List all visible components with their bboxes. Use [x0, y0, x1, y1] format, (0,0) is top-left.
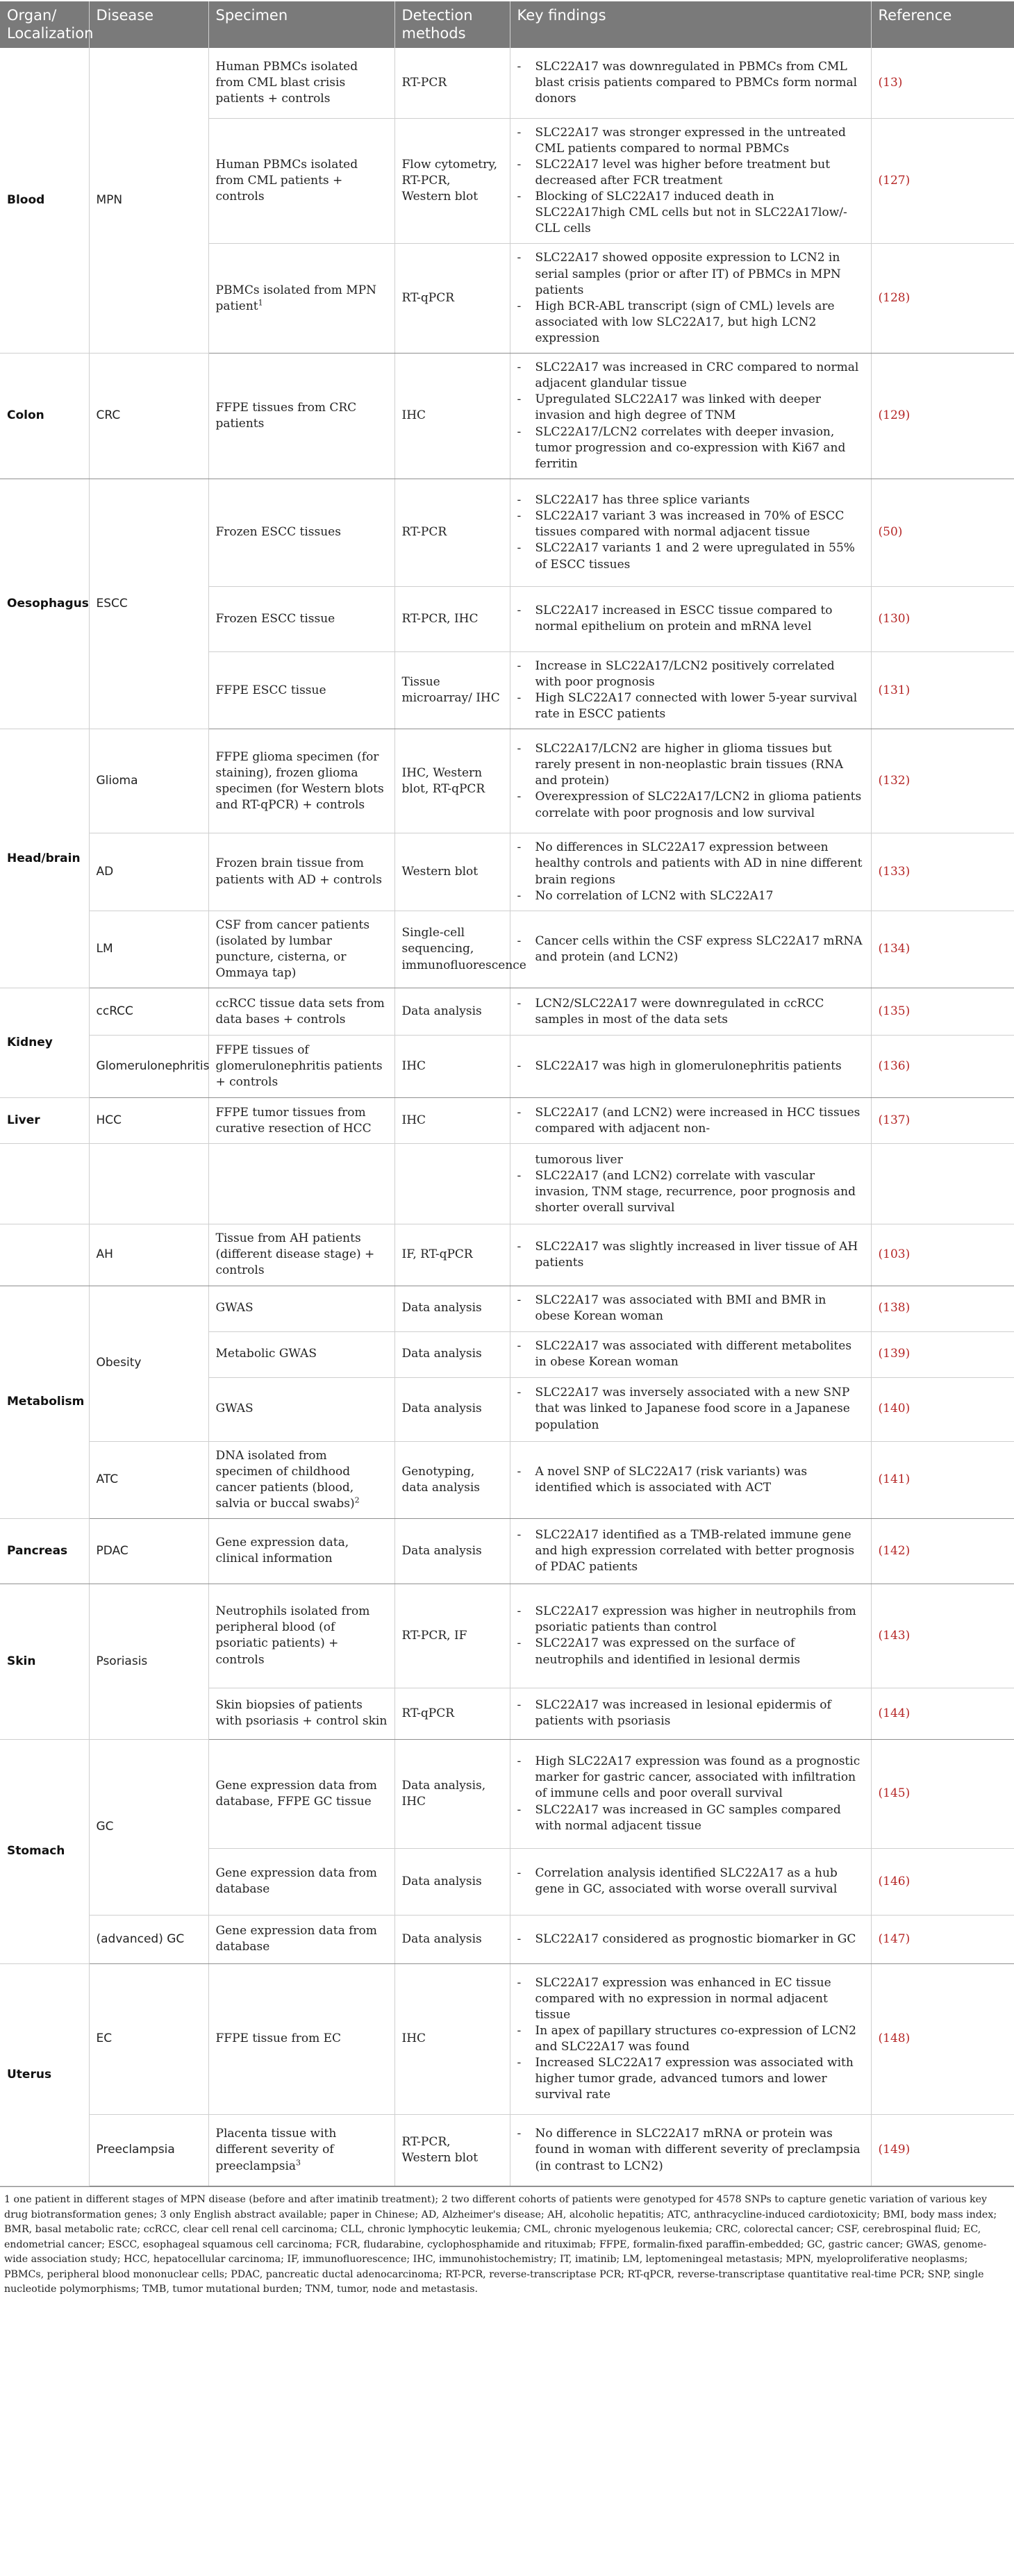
finding-text: No differences in SLC22A17 expression between healthy controls and patients with AD in nine different brain regions [535, 840, 863, 887]
dash-marker: - [517, 1059, 522, 1074]
findings-cell [510, 1963, 871, 2114]
specimen-cell: Gene expression data from database, FFPE GC tissue [208, 1739, 394, 1848]
dash-marker: - [517, 790, 522, 804]
reference-link[interactable]: (135) [871, 988, 1014, 1036]
organ-cell: Skin [0, 1584, 89, 1739]
finding-text: SLC22A17 was downregulated in PBMCs from CML blast crisis patients compared to PBMCs form normal donors [535, 59, 858, 106]
findings-cell [510, 1098, 871, 1144]
dash-marker: - [517, 933, 522, 948]
finding-text: Increased SLC22A17 expression was associated with higher tumor grade, advanced tumors and lower survival rate [535, 2056, 854, 2102]
specimen-cell: FFPE tissues of glomerulonephritis patients + controls [208, 1036, 394, 1098]
finding-text: In apex of papillary structures co-expression of LCN2 and SLC22A17 was found [535, 2023, 856, 2054]
specimen-cell: Frozen ESCC tissue [208, 586, 394, 651]
dash-marker: - [517, 2056, 522, 2070]
reference-link[interactable]: (13) [871, 48, 1014, 118]
dash-marker: - [517, 360, 522, 375]
finding-text: SLC22A17 was slightly increased in liver tissue of AH patients [535, 1239, 858, 1270]
reference-link[interactable]: (149) [871, 2114, 1014, 2186]
methods-cell: RT-qPCR [394, 244, 510, 354]
dash-marker: - [517, 424, 522, 439]
finding-item [517, 2055, 864, 2103]
header-organ: Organ/ Localization [0, 1, 89, 48]
finding-text: SLC22A17 was expressed on the surface of neutrophils and identified in lesional dermis [535, 1636, 801, 1667]
finding-item [517, 392, 864, 424]
finding-text: SLC22A17 was increased in lesional epidermis of patients with psoriasis [535, 1698, 831, 1729]
disease-cell: ATC [89, 1441, 208, 1518]
table-body [0, 48, 1014, 2186]
dash-marker: - [517, 59, 522, 74]
findings-cell [510, 1915, 871, 1963]
dash-marker: - [517, 1527, 522, 1542]
finding-item [517, 508, 864, 540]
finding-item [517, 360, 864, 392]
table-row [0, 1739, 1014, 1848]
specimen-cell: DNA isolated from specimen of childhood cancer patients (blood, salvia or buccal swabs)$^2$ [208, 1441, 394, 1518]
findings-cell [510, 911, 871, 988]
specimen-cell: Tissue from AH patients (different disease stage) + controls [208, 1224, 394, 1286]
specimen-cell: Gene expression data, clinical information [208, 1518, 394, 1584]
dash-marker: - [517, 299, 522, 313]
organ-cell: Blood [0, 48, 89, 353]
finding-item [517, 1604, 864, 1636]
disease-cell: ccRCC [89, 988, 208, 1036]
methods-cell: Data analysis [394, 1915, 510, 1963]
header-disease: Disease [89, 1, 208, 48]
finding-text: A novel SNP of SLC22A17 (risk variants) was identified which is associated with ACT [535, 1464, 808, 1495]
specimen-cell: GWAS [208, 1286, 394, 1331]
reference-link[interactable]: (131) [871, 651, 1014, 729]
disease-cell: Glioma [89, 729, 208, 833]
specimen-cell: FFPE tissues from CRC patients [208, 354, 394, 479]
specimen-cell: Gene expression data from database [208, 1848, 394, 1915]
finding-text: SLC22A17 level was higher before treatment but decreased after FCR treatment [535, 157, 831, 188]
finding-text: SLC22A17 was increased in CRC compared to normal adjacent glandular tissue [535, 360, 859, 391]
methods-cell: Tissue microarray/ IHC [394, 651, 510, 729]
findings-table [0, 1, 1014, 2186]
disease-cell: Psoriasis [89, 1584, 208, 1739]
dash-marker: - [517, 1464, 522, 1479]
finding-item [517, 933, 864, 965]
dash-marker: - [517, 1931, 522, 1946]
dash-marker: - [517, 1293, 522, 1307]
methods-cell: Flow cytometry, RT-PCR, Western blot [394, 118, 510, 244]
dash-marker: - [517, 2127, 522, 2141]
finding-text: Upregulated SLC22A17 was linked with deeper invasion and high degree of TNM [535, 392, 821, 423]
finding-text: SLC22A17 (and LCN2) correlate with vascular invasion, TNM stage, recurrence, poor prognosis and shorter overall survival [535, 1168, 856, 1215]
finding-text: SLC22A17 variant 3 was increased in 70% of ESCC tissues compared with normal adjacent tissue [535, 509, 845, 540]
dash-marker: - [517, 1239, 522, 1254]
findings-cell [510, 354, 871, 479]
finding-item [517, 1931, 864, 1947]
dash-marker: - [517, 1105, 522, 1120]
finding-text: Blocking of SLC22A17 induced death in SLC22A17high CML cells but not in SLC22A17low/- CLL cells [535, 190, 847, 236]
finding-item [517, 1239, 864, 1271]
methods-cell: RT-qPCR [394, 1688, 510, 1739]
methods-cell: IHC [394, 1036, 510, 1098]
organ-cell: Stomach [0, 1739, 89, 1963]
finding-item [517, 1338, 864, 1370]
reference-link[interactable]: (147) [871, 1915, 1014, 1963]
dash-marker: - [517, 840, 522, 855]
table-row [0, 1036, 1014, 1098]
methods-cell: Genotyping, data analysis [394, 1441, 510, 1518]
finding-text: SLC22A17 expression was enhanced in EC tissue compared with no expression in normal adjacent tissue [535, 1975, 831, 2022]
finding-text: SLC22A17 has three splice variants [535, 493, 750, 508]
organ-cell: Colon [0, 354, 89, 479]
disease-cell [89, 1144, 208, 1224]
finding-text: Overexpression of SLC22A17/LCN2 in glioma patients correlate with poor prognosis and low survival [535, 790, 862, 820]
methods-cell: Single-cell sequencing, immunofluorescence [394, 911, 510, 988]
specimen-cell: FFPE ESCC tissue [208, 651, 394, 729]
finding-item [517, 250, 864, 298]
dash-marker: - [517, 604, 522, 618]
dash-marker: - [517, 996, 522, 1011]
reference-link[interactable]: (139) [871, 1331, 1014, 1377]
finding-item [517, 1464, 864, 1496]
finding-item [517, 741, 864, 789]
finding-item [517, 1865, 864, 1897]
finding-text: SLC22A17 was associated with BMI and BMR in obese Korean woman [535, 1293, 826, 1324]
specimen-cell: GWAS [208, 1377, 394, 1441]
finding-item [517, 1527, 864, 1575]
findings-cell [510, 1224, 871, 1286]
table-row [0, 988, 1014, 1036]
specimen-cell: ccRCC tissue data sets from data bases + controls [208, 988, 394, 1036]
methods-cell: Data analysis [394, 1377, 510, 1441]
disease-cell: EC [89, 1963, 208, 2114]
finding-item [517, 540, 864, 572]
finding-text: No correlation of LCN2 with SLC22A17 [535, 888, 774, 903]
table-row [0, 48, 1014, 118]
findings-cell [510, 1739, 871, 1848]
dash-marker: - [517, 509, 522, 524]
methods-cell: Data analysis [394, 1331, 510, 1377]
dash-marker: - [517, 2023, 522, 2038]
methods-cell: RT-PCR [394, 479, 510, 586]
specimen-cell: FFPE tissue from EC [208, 1963, 394, 2114]
finding-item [517, 789, 864, 821]
reference-link[interactable]: (137) [871, 1098, 1014, 1144]
methods-cell: RT-PCR, Western blot [394, 2114, 510, 2186]
finding-item [517, 299, 864, 347]
findings-cell [510, 1441, 871, 1518]
dash-marker: - [517, 742, 522, 756]
specimen-cell: Human PBMCs isolated from CML patients + controls [208, 118, 394, 244]
methods-cell: RT-PCR, IHC [394, 586, 510, 651]
dash-marker: - [517, 888, 522, 903]
finding-item [517, 1168, 864, 1216]
dash-marker: - [517, 392, 522, 407]
disease-cell: AH [89, 1224, 208, 1286]
reference-link[interactable]: (134) [871, 911, 1014, 988]
disease-cell: Preeclampsia [89, 2114, 208, 2186]
findings-cell [510, 1518, 871, 1584]
finding-item [517, 888, 864, 904]
finding-text: SLC22A17 (and LCN2) were increased in HCC tissues compared with adjacent non- [535, 1105, 861, 1136]
finding-item [517, 996, 864, 1028]
finding-item [517, 1105, 864, 1137]
findings-cell [510, 988, 871, 1036]
finding-text: SLC22A17 showed opposite expression to LCN2 in serial samples (prior or after IT) of PBMCs in MPN patients [535, 251, 841, 297]
methods-cell [394, 1144, 510, 1224]
dash-marker: - [517, 125, 522, 140]
finding-item [517, 189, 864, 237]
finding-text: SLC22A17 was high in glomerulonephritis patients [535, 1059, 842, 1074]
methods-cell: IHC [394, 1098, 510, 1144]
finding-item [517, 690, 864, 722]
finding-item [517, 125, 864, 157]
findings-cell [510, 2114, 871, 2186]
reference-link[interactable]: (132) [871, 729, 1014, 833]
finding-item: tumorous liver [535, 1152, 623, 1167]
dash-marker: - [517, 541, 522, 556]
table-row [0, 1144, 1014, 1224]
dash-marker: - [517, 1975, 522, 1990]
header-reference: Reference [871, 1, 1014, 48]
finding-text: Increase in SLC22A17/LCN2 positively correlated with poor prognosis [535, 658, 835, 690]
disease-cell: AD [89, 833, 208, 911]
reference-link[interactable]: (141) [871, 1441, 1014, 1518]
findings-cell [510, 833, 871, 911]
finding-text: SLC22A17/LCN2 correlates with deeper invasion, tumor progression and co-expression with Ki67 and ferritin [535, 424, 846, 471]
dash-marker: - [517, 251, 522, 265]
table-row [0, 1224, 1014, 1286]
reference-link[interactable]: (148) [871, 1963, 1014, 2114]
organ-cell: Oesophagus [0, 479, 89, 729]
dash-marker: - [517, 1386, 522, 1400]
table-row [0, 1584, 1014, 1688]
specimen-cell: PBMCs isolated from MPN patient$^1$ [208, 244, 394, 354]
organ-cell [0, 1224, 89, 1286]
finding-text: SLC22A17/LCN2 are higher in glioma tissues but rarely present in non-neoplastic brain tissues (RNA and protein) [535, 742, 844, 788]
table-header [0, 1, 1014, 48]
finding-text: SLC22A17 was associated with different metabolites in obese Korean woman [535, 1338, 852, 1370]
methods-cell: Data analysis, IHC [394, 1739, 510, 1848]
disease-cell: GC [89, 1739, 208, 1915]
findings-cell [510, 1688, 871, 1739]
table-row [0, 833, 1014, 911]
disease-cell: LM [89, 911, 208, 988]
findings-cell [510, 586, 871, 651]
finding-item [517, 2023, 864, 2055]
reference-link[interactable]: (127) [871, 118, 1014, 244]
finding-text: SLC22A17 variants 1 and 2 were upregulated in 55% of ESCC tissues [535, 541, 855, 572]
finding-text: SLC22A17 was inversely associated with a new SNP that was linked to Japanese food score in a Japanese population [535, 1386, 850, 1432]
reference-link[interactable]: (136) [871, 1036, 1014, 1098]
findings-cell [510, 729, 871, 833]
disease-cell: MPN [89, 48, 208, 353]
finding-text: SLC22A17 increased in ESCC tissue compared to normal epithelium on protein and mRNA level [535, 604, 833, 634]
findings-cell [510, 118, 871, 244]
finding-text: SLC22A17 expression was higher in neutrophils from psoriatic patients than control [535, 1604, 856, 1635]
findings-cell [510, 1584, 871, 1688]
reference-link[interactable]: (129) [871, 354, 1014, 479]
specimen-cell: Neutrophils isolated from peripheral blood (of psoriatic patients) + controls [208, 1584, 394, 1688]
finding-text: SLC22A17 considered as prognostic biomarker in GC [535, 1931, 856, 1946]
methods-cell: Data analysis [394, 1848, 510, 1915]
finding-item [517, 157, 864, 189]
finding-text: High SLC22A17 connected with lower 5-year survival rate in ESCC patients [535, 691, 858, 722]
specimen-cell [208, 1144, 394, 1224]
dash-marker: - [517, 691, 522, 706]
header-methods: Detection methods [394, 1, 510, 48]
specimen-cell: FFPE glioma specimen (for staining), frozen glioma specimen (for Western blots and RT-qPCR) + controls [208, 729, 394, 833]
organ-cell: Pancreas [0, 1518, 89, 1584]
finding-item [517, 840, 864, 888]
dash-marker: - [517, 1338, 522, 1353]
organ-cell [0, 1144, 89, 1224]
organ-cell: Head/brain [0, 729, 89, 988]
finding-item [517, 1975, 864, 2023]
organ-cell: Metabolism [0, 1286, 89, 1518]
table-row [0, 1286, 1014, 1331]
finding-item [517, 658, 864, 690]
methods-cell: RT-PCR [394, 48, 510, 118]
finding-text: LCN2/SLC22A17 were downregulated in ccRCC samples in most of the data sets [535, 996, 824, 1027]
table-row [0, 1915, 1014, 1963]
reference-link[interactable]: (140) [871, 1377, 1014, 1441]
finding-text: High BCR-ABL transcript (sign of CML) levels are associated with low SLC22A17, but high LCN2 expression [535, 299, 835, 346]
specimen-cell: Metabolic GWAS [208, 1331, 394, 1377]
dash-marker: - [517, 1604, 522, 1619]
finding-item [517, 1802, 864, 1834]
methods-cell: IHC [394, 354, 510, 479]
table-row [0, 729, 1014, 833]
dash-marker: - [517, 1866, 522, 1881]
finding-text: High SLC22A17 expression was found as a prognostic marker for gastric cancer, associated with infiltration of immune cells and poor overall survival [535, 1754, 861, 1801]
disease-cell: CRC [89, 354, 208, 479]
finding-item [517, 2126, 864, 2174]
finding-text: SLC22A17 was increased in GC samples compared with normal adjacent tissue [535, 1802, 841, 1833]
reference-cell [871, 1144, 1014, 1224]
disease-cell: (advanced) GC [89, 1915, 208, 1963]
header-findings: Key findings [510, 1, 871, 48]
organ-cell: Uterus [0, 1963, 89, 2186]
finding-text: SLC22A17 identified as a TMB-related immune gene and high expression correlated with better prognosis of PDAC patients [535, 1527, 855, 1574]
reference-link[interactable]: (128) [871, 244, 1014, 354]
specimen-cell: FFPE tumor tissues from curative resection of HCC [208, 1098, 394, 1144]
findings-cell [510, 1848, 871, 1915]
table-row [0, 354, 1014, 479]
finding-item [517, 1754, 864, 1802]
reference-link[interactable]: (143) [871, 1584, 1014, 1688]
specimen-cell: CSF from cancer patients (isolated by lumbar puncture, cisterna, or Ommaya tap) [208, 911, 394, 988]
reference-link[interactable]: (130) [871, 586, 1014, 651]
header-specimen: Specimen [208, 1, 394, 48]
organ-cell: Liver [0, 1098, 89, 1144]
findings-cell [510, 1286, 871, 1331]
table-row [0, 1963, 1014, 2114]
organ-cell: Kidney [0, 988, 89, 1098]
findings-cell [510, 479, 871, 586]
specimen-cell: Human PBMCs isolated from CML blast crisis patients + controls [208, 48, 394, 118]
finding-item [517, 1385, 864, 1433]
finding-item [517, 1636, 864, 1668]
table-row [0, 1098, 1014, 1144]
finding-text: Cancer cells within the CSF express SLC22A17 mRNA and protein (and LCN2) [535, 933, 863, 964]
methods-cell: IF, RT-qPCR [394, 1224, 510, 1286]
table-row [0, 479, 1014, 586]
findings-cell [510, 1377, 871, 1441]
dash-marker: - [517, 1168, 522, 1183]
reference-link[interactable]: (138) [871, 1286, 1014, 1331]
dash-marker: - [517, 190, 522, 204]
finding-text: No difference in SLC22A17 mRNA or protein was found in woman with different severity of preclampsia (in contrast to LCN2) [535, 2127, 861, 2173]
table-footnote: 1 one patient in different stages of MPN disease (before and after imatinib treatment); 2 two different cohorts of patients were genotyped for 4578 SNPs to capture genetic variation of various key drug biotransformation genes; 3 only English abstract available; paper in Chinese; AD, Alzheimer's disease; AH, alcoholic hepatitis; ATC, anthracycline-induced cardiotoxicity; BMI, body mass index; BMR, basal metabolic rate; ccRCC, clear cell renal cell carcinoma; CLL, chronic lymphocytic leukemia; CML, chronic myelogenous leukemia; CRC, colorectal cancer; CSF, cerebrospinal fluid; EC, endometrial cancer; ESCC, esophageal squamous cell carcinoma; FCR, fludarabine, cyclophosphamide and rituximab; FFPE, formalin-fixed paraffin-embedded; GC, gastric cancer; GWAS, genome-wide association study; HCC, hepatocellular carcinoma; IF, immunofluorescence; IHC, immunohistochemistry; IT, imatinib; LM, leptomeningeal metastasis; MPN, myeloproliferative neoplasms; PBMCs, peripheral blood mononuclear cells; PDAC, pancreatic ductal adenocarcinoma; RT-PCR, reverse-transcriptase PCR; RT-qPCR, reverse-transcriptase quantitative real-time PCR; SNP, single nucleotide polymorphisms; TMB, tumor mutational burden; TNM, tumor, node and metastasis. [0, 2186, 1014, 2304]
specimen-cell: Placenta tissue with different severity of preeclampsia$^3$ [208, 2114, 394, 2186]
methods-cell: RT-PCR, IF [394, 1584, 510, 1688]
reference-link[interactable]: (145) [871, 1739, 1014, 1848]
findings-cell [510, 1331, 871, 1377]
disease-cell: Glomerulonephritis [89, 1036, 208, 1098]
reference-link[interactable]: (50) [871, 479, 1014, 586]
finding-item [517, 1697, 864, 1729]
specimen-cell: Skin biopsies of patients with psoriasis + control skin [208, 1688, 394, 1739]
findings-cell [510, 1144, 871, 1224]
finding-item [517, 59, 864, 107]
dash-marker: - [517, 493, 522, 508]
disease-cell: Obesity [89, 1286, 208, 1441]
methods-cell: Western blot [394, 833, 510, 911]
disease-cell: ESCC [89, 479, 208, 729]
dash-marker: - [517, 1636, 522, 1651]
dash-marker: - [517, 157, 522, 172]
methods-cell: IHC, Western blot, RT-qPCR [394, 729, 510, 833]
finding-text: Correlation analysis identified SLC22A17 as a hub gene in GC, associated with worse overall survival [535, 1866, 838, 1897]
methods-cell: Data analysis [394, 1518, 510, 1584]
findings-cell [510, 651, 871, 729]
findings-cell [510, 1036, 871, 1098]
specimen-cell: Frozen brain tissue from patients with AD + controls [208, 833, 394, 911]
methods-cell: Data analysis [394, 988, 510, 1036]
reference-link[interactable]: (142) [871, 1518, 1014, 1584]
findings-cell [510, 48, 871, 118]
dash-marker: - [517, 1698, 522, 1713]
dash-marker: - [517, 658, 522, 673]
reference-link[interactable]: (146) [871, 1848, 1014, 1915]
reference-link[interactable]: (144) [871, 1688, 1014, 1739]
disease-cell: PDAC [89, 1518, 208, 1584]
disease-cell: HCC [89, 1098, 208, 1144]
finding-item [517, 492, 864, 508]
methods-cell: Data analysis [394, 1286, 510, 1331]
finding-item [517, 1058, 864, 1074]
finding-item [517, 1293, 864, 1324]
findings-cell [510, 244, 871, 354]
table-row [0, 2114, 1014, 2186]
methods-cell: IHC [394, 1963, 510, 2114]
finding-item [517, 603, 864, 635]
table-row [0, 911, 1014, 988]
dash-marker: - [517, 1754, 522, 1769]
reference-link[interactable]: (103) [871, 1224, 1014, 1286]
dash-marker: - [517, 1802, 522, 1817]
specimen-cell: Frozen ESCC tissues [208, 479, 394, 586]
finding-text: SLC22A17 was stronger expressed in the untreated CML patients compared to normal PBMCs [535, 125, 846, 156]
specimen-cell: Gene expression data from database [208, 1915, 394, 1963]
table-row [0, 1518, 1014, 1584]
reference-link[interactable]: (133) [871, 833, 1014, 911]
finding-item [517, 424, 864, 472]
table-row [0, 1441, 1014, 1518]
